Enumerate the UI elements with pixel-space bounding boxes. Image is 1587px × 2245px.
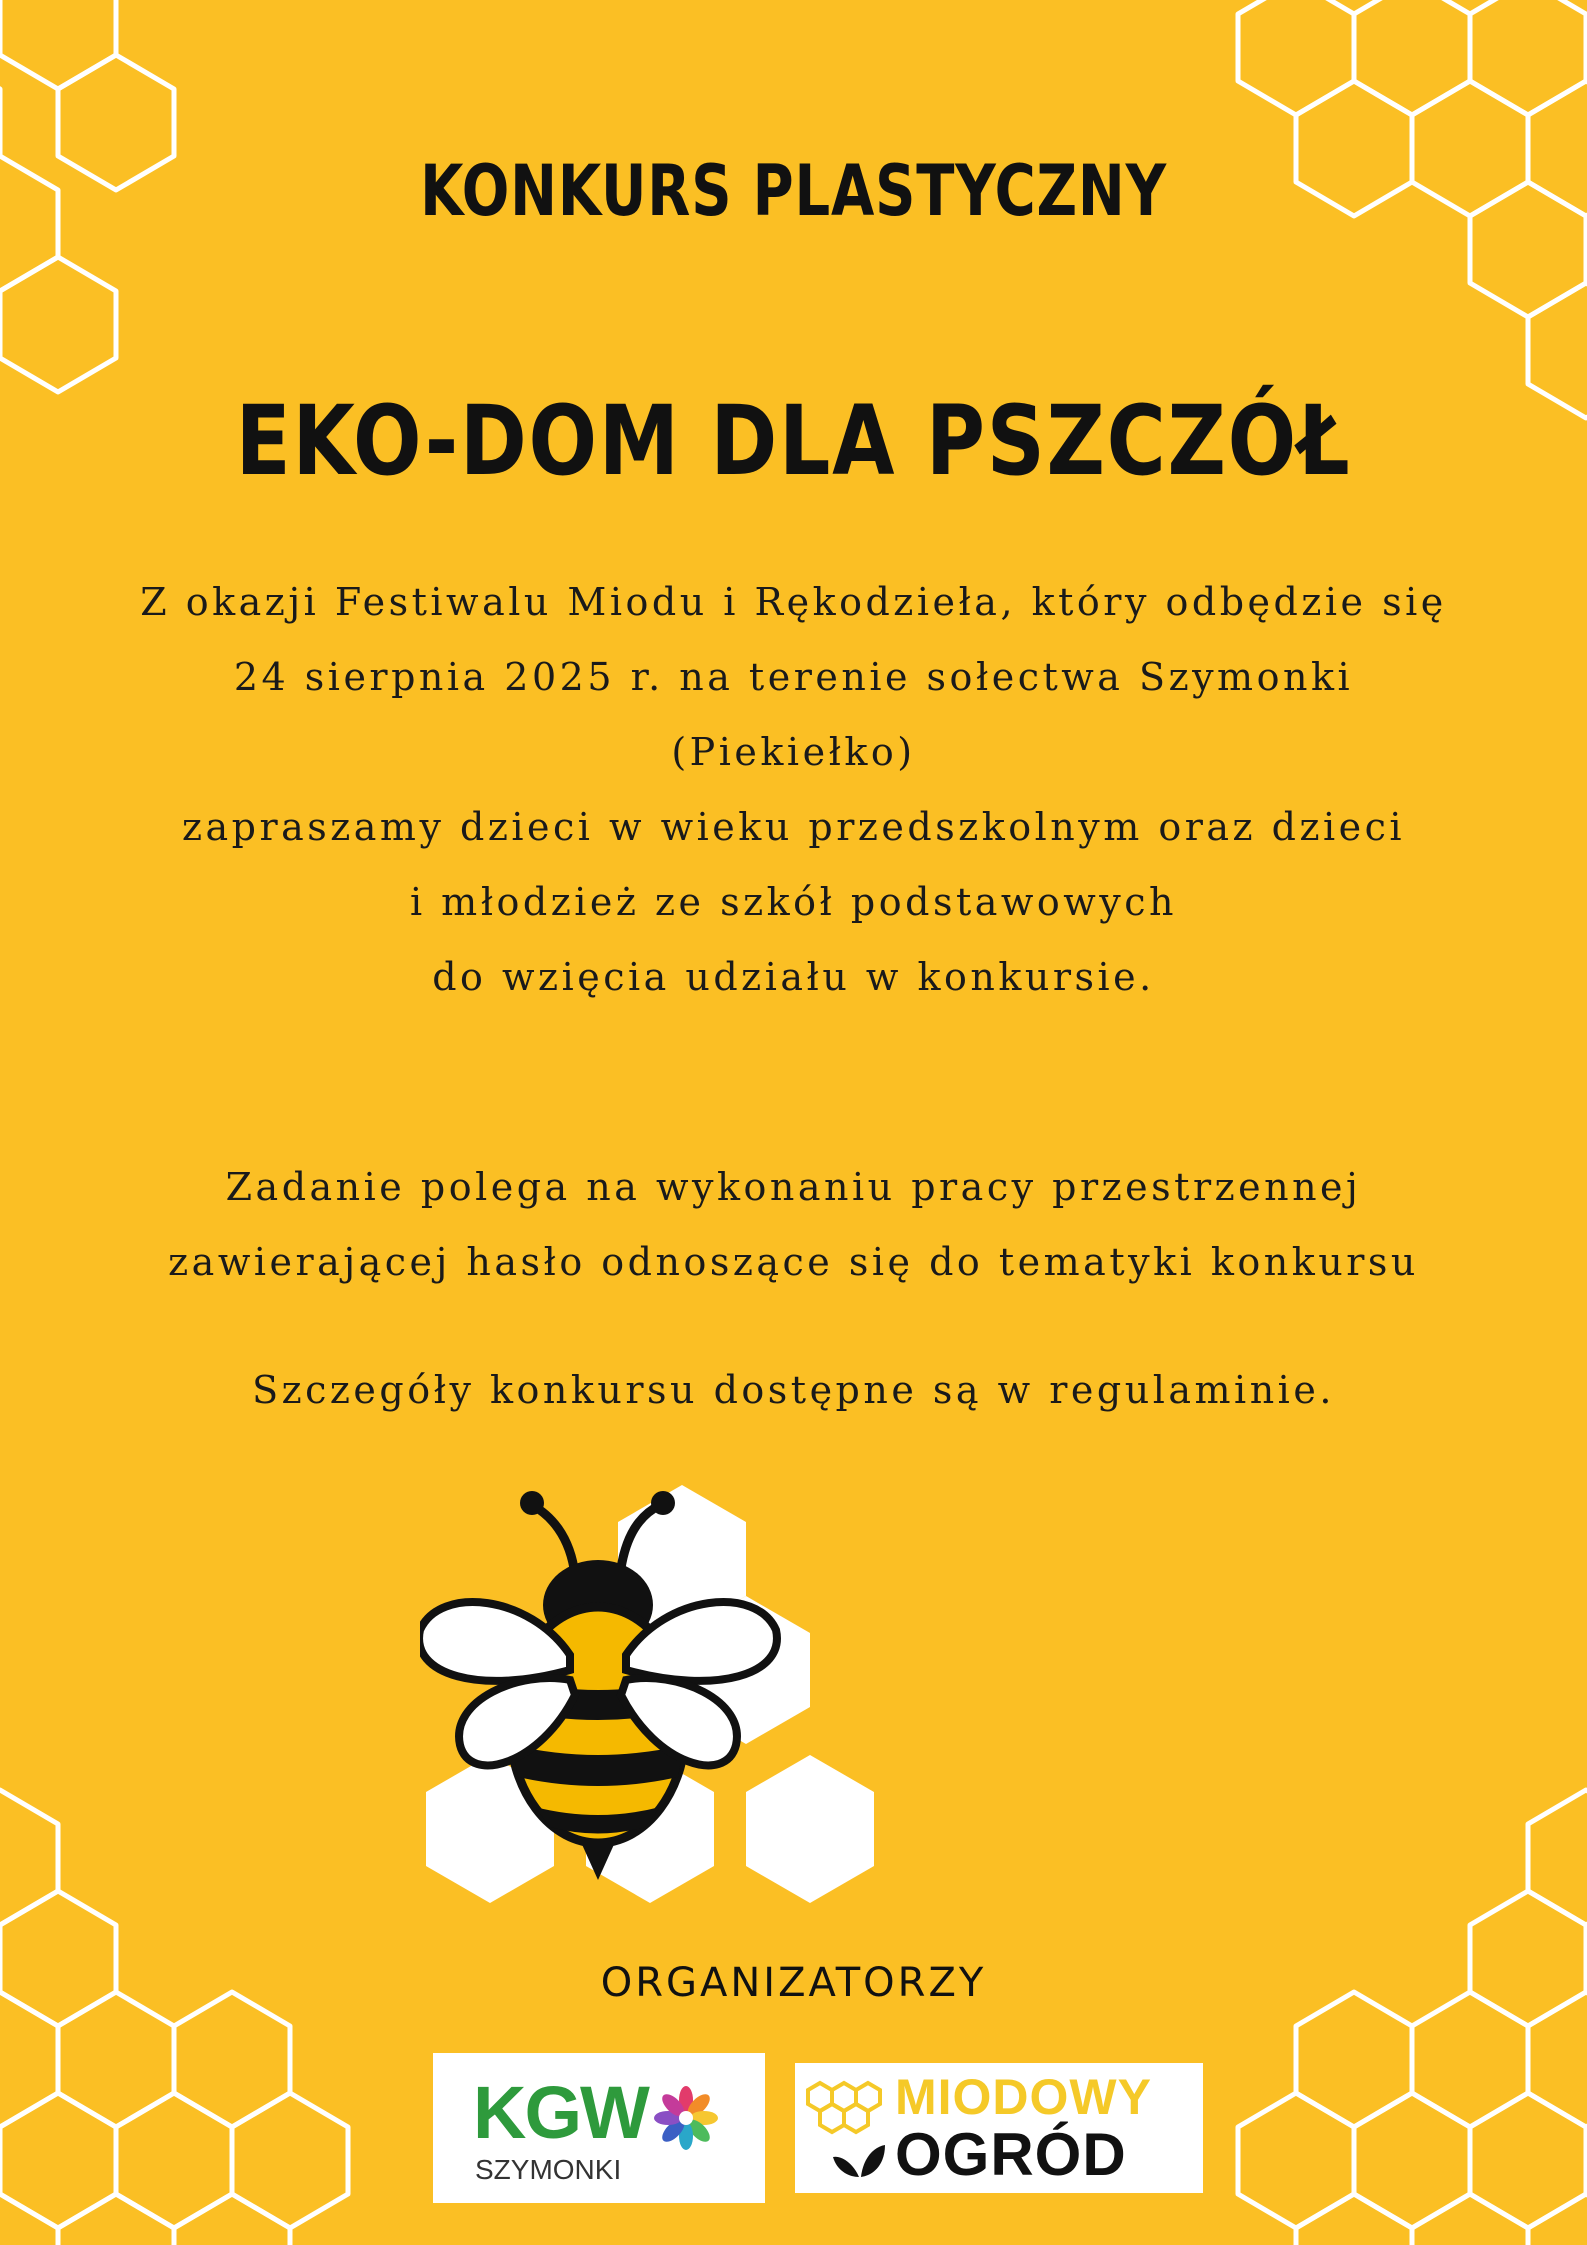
miodowy-logo-text: MIODOWY [895,2069,1152,2125]
intro-line: Z okazji Festiwalu Miodu i Rękodzieła, który odbędzie się [140,580,1447,624]
intro-line: (Piekiełko) [671,730,916,774]
intro-line: zapraszamy dzieci w wieku przedszkolnym oraz dzieci [181,805,1406,849]
honeycomb-logo-icon [805,2079,895,2135]
intro-paragraph [30,565,1557,1015]
miodowy-ogrod-logo [795,2063,1203,2193]
intro-line: do wzięcia udziału w konkursie. [432,955,1155,999]
task-line: Zadanie polega na wykonaniu pracy przestrzennej [225,1165,1362,1209]
contest-title: EKO-DOM DLA PSZCZÓŁ [235,385,1352,497]
details-note: Szczegóły konkursu dostępne są w regulaminie. [252,1368,1335,1412]
leaf-icon [831,2137,887,2181]
contest-kicker: KONKURS PLASTYCZNY [420,150,1167,232]
task-line: zawierającej hasło odnoszące się do tematyki konkursu [168,1240,1419,1284]
kgw-logo-subtitle: SZYMONKI [475,2154,622,2185]
flower-icon [651,2083,721,2153]
honeycomb-cell [746,1755,874,1903]
organizers-label: ORGANIZATORZY [600,1960,987,2006]
task-paragraph [30,1150,1557,1300]
intro-line: 24 sierpnia 2025 r. na terenie sołectwa Szymonki [233,655,1354,699]
ogrod-logo-text: OGRÓD [895,2121,1127,2188]
bee-icon [420,1455,1040,1925]
kgw-logo [433,2053,765,2203]
kgw-logo-text: KGW [473,2071,648,2154]
intro-line: i młodzież ze szkół podstawowych [409,880,1178,924]
